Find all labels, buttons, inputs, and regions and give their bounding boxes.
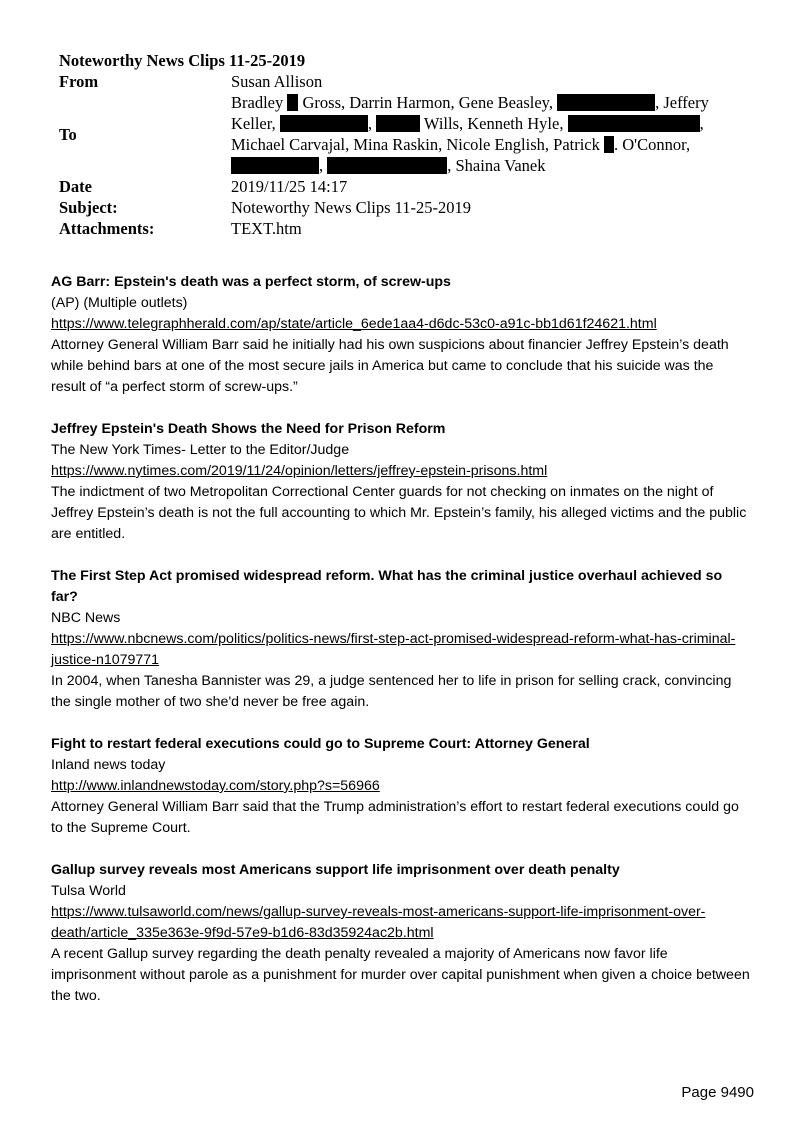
clip-link[interactable]: https://www.nbcnews.com/politics/politics-news/first-step-act-promised-widespread-reform-what-has-criminal-justice-n1079771	[51, 631, 736, 668]
recipient-text: Keller,	[231, 114, 276, 133]
attachments-row	[59, 218, 759, 239]
news-clip	[51, 860, 751, 1007]
clip-headline: Jeffrey Epstein's Death Shows the Need for Prison Reform	[51, 421, 446, 437]
clip-source: NBC News	[51, 610, 121, 626]
page-number: Page 9490	[681, 1084, 754, 1101]
clip-headline: Gallup survey reveals most Americans support life imprisonment over death penalty	[51, 862, 620, 878]
clip-summary: In 2004, when Tanesha Bannister was 29, a judge sentenced her to life in prison for selling crack, convincing the single mother of two she'd never be free again.	[51, 673, 732, 710]
redaction-box	[604, 136, 614, 153]
news-clip	[51, 566, 751, 713]
from-value: Susan Allison	[231, 72, 323, 91]
subject-row	[59, 197, 759, 218]
redaction-box	[280, 115, 368, 132]
clip-headline: The First Step Act promised widespread reform. What has the criminal justice overhaul achieved so far?	[51, 568, 723, 605]
attachments-value: TEXT.htm	[231, 219, 302, 238]
recipient-text: . O'Connor,	[614, 135, 691, 154]
recipient-text: ,	[319, 156, 324, 175]
clip-headline: AG Barr: Epstein's death was a perfect storm, of screw-ups	[51, 274, 451, 290]
subject-label: Subject:	[59, 198, 118, 217]
news-clip	[51, 734, 751, 839]
redaction-box	[568, 115, 700, 132]
document-title: Noteworthy News Clips 11-25-2019	[59, 51, 306, 70]
redaction-box	[376, 115, 420, 132]
clip-link[interactable]: https://www.nytimes.com/2019/11/24/opinion/letters/jeffrey-epstein-prisons.html	[51, 463, 548, 479]
from-row	[59, 71, 759, 92]
redaction-box	[287, 94, 298, 111]
clip-source: Inland news today	[51, 757, 166, 773]
news-clip	[51, 419, 751, 545]
clip-source: (AP) (Multiple outlets)	[51, 295, 188, 311]
from-label: From	[59, 72, 99, 91]
recipient-text: , Shaina Vanek	[447, 156, 546, 175]
to-row	[59, 92, 759, 176]
redaction-box	[327, 157, 447, 174]
date-label: Date	[59, 177, 92, 196]
to-recipients	[231, 92, 759, 176]
clip-link[interactable]: http://www.inlandnewstoday.com/story.php?s=56966	[51, 778, 380, 794]
date-value: 2019/11/25 14:17	[231, 177, 348, 196]
clip-link[interactable]: https://www.telegraphherald.com/ap/state/article_6ede1aa4-d6dc-53c0-a91c-bb1d61f24621.html	[51, 316, 657, 332]
subject-value: Noteworthy News Clips 11-25-2019	[231, 198, 471, 217]
recipient-text: ,	[367, 114, 372, 133]
clip-summary: The indictment of two Metropolitan Correctional Center guards for not checking on inmates on the night of Jeffrey Epstein’s death is not the full accounting to which Mr. Epstein’s family, his alleged victims and the public are entitled.	[51, 484, 747, 542]
clip-summary: Attorney General William Barr said that the Trump administration’s effort to restart federal executions could go to the Supreme Court.	[51, 799, 739, 836]
email-header	[59, 50, 759, 239]
clip-headline: Fight to restart federal executions could go to Supreme Court: Attorney General	[51, 736, 590, 752]
recipient-text: ,	[699, 114, 704, 133]
clip-link[interactable]: https://www.tulsaworld.com/news/gallup-survey-reveals-most-americans-support-life-imprisonment-over-death/article_335e363e-9f9d-57e9-b1d6-83d35924ac2b.html	[51, 904, 706, 941]
recipient-text: Gross, Darrin Harmon, Gene Beasley,	[302, 93, 553, 112]
recipient-text: Wills, Kenneth Hyle,	[423, 114, 564, 133]
redaction-box	[557, 94, 655, 111]
news-clips-list	[51, 272, 751, 1028]
clip-summary: A recent Gallup survey regarding the death penalty revealed a majority of Americans now favor life imprisonment without parole as a punishment for murder over capital punishment when given a choice between the two.	[51, 946, 750, 1004]
recipient-text: Bradley	[231, 93, 284, 112]
recipient-text: Michael Carvajal, Mina Raskin, Nicole English, Patrick	[231, 135, 600, 154]
redaction-box	[231, 157, 319, 174]
recipient-text: , Jeffery	[655, 93, 709, 112]
date-row	[59, 176, 759, 197]
news-clip	[51, 272, 751, 398]
clip-source: The New York Times- Letter to the Editor/Judge	[51, 442, 350, 458]
to-label: To	[59, 124, 77, 144]
clip-source: Tulsa World	[51, 883, 126, 899]
attachments-label: Attachments:	[59, 219, 155, 238]
clip-summary: Attorney General William Barr said he initially had his own suspicions about financier Jeffrey Epstein’s death while behind bars at one of the most secure jails in America but came to conclude that his suicide was the result of “a perfect storm of screw-ups.”	[51, 337, 729, 395]
